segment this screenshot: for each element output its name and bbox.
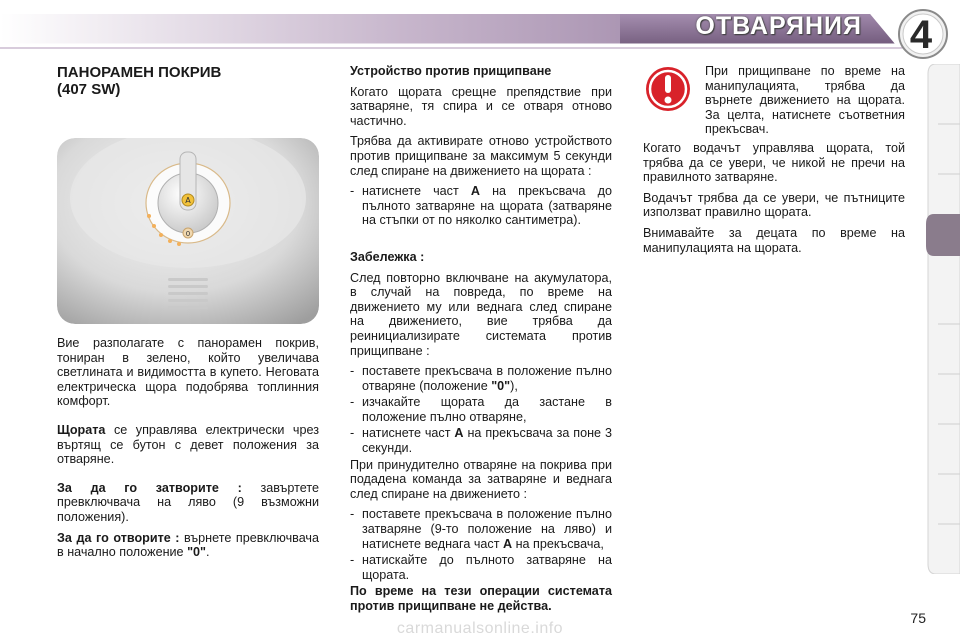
note-heading: Забележка : (350, 249, 425, 264)
blind-label: Щората (57, 422, 106, 437)
bullet-text: натискайте до пълното затваряне на щората. (362, 553, 612, 582)
bullet-text: на прекъсвача, (512, 536, 604, 551)
open-label: За да го отворите : (57, 530, 180, 545)
roof-switch-photo (57, 138, 319, 324)
bullet-text: поставете прекъсвача в положение пълно затваряне (9-то положение на ляво) и натиснете веднага част (362, 507, 612, 551)
open-zero: "0" (187, 545, 207, 560)
chapter-tabs (926, 64, 960, 574)
open-text: върнете превключвача в начално положение (57, 530, 319, 560)
forced-open-p: При принудително отваряне на покрива при подадена команда за затваряне и веднага след спиране на движението : (350, 457, 612, 501)
watermark: carmanualsonline.info (396, 620, 564, 637)
chapter-number: 4 (909, 13, 933, 57)
bullet-text: натиснете част (362, 426, 455, 441)
page-number: 75 (910, 610, 926, 626)
warning-bold-note: По време на тези операции системата против прищипване не действа. (350, 584, 612, 613)
bullet-text: изчакайте щората да застане в положение пълно отваряне, (362, 395, 612, 424)
intro-paragraph: Вие разполагате с панорамен покрив, тониран в зелено, който увеличава светлината и видимостта в купето. Неговата електрическа щора подобрява топлинния комфорт. (57, 336, 319, 409)
antipinch-p2: Трябва да активирате отново устройството против прищипване за максимум 5 секунди след спиране на движението на щората : (350, 134, 612, 178)
open-end: . (206, 545, 210, 560)
column-right (643, 64, 905, 261)
section-subtitle: (407 SW) (57, 81, 121, 98)
warning-text: При прищипване по време на манипулацията, трябва да върнете движението на щората. За целта, натиснете съответния прекъсвач. (705, 64, 905, 137)
passenger-paragraph: Водачът трябва да се увери, че пътниците използват правилно щората. (643, 190, 905, 220)
bullet-bold: "0" (491, 378, 511, 393)
list-item: - поставете прекъсвача в положение пълно затваряне (9-то положение на ляво) и натиснете веднага част A на прекъсвача, (350, 507, 612, 551)
chapter-title: ОТВАРЯНИЯ (695, 12, 862, 40)
switch-label-a: A (185, 196, 191, 205)
blind-text: се управлява електрически чрез въртящ се бутон с девет положения за отваряне. (57, 422, 319, 467)
section-title: ПАНОРАМЕН ПОКРИВ (57, 64, 222, 81)
close-label: За да го затворите : (57, 480, 242, 495)
bullet-text: натиснете част (362, 184, 471, 199)
close-text: завъртете превключвача на ляво (9 възможни положения). (57, 480, 319, 524)
list-item: - натискайте до пълното затваряне на щората. (350, 553, 612, 582)
list-item: - натиснете част A на прекъсвача за поне 3 секунди. (350, 426, 612, 456)
column-middle (350, 64, 612, 620)
bullet-text: ), (510, 378, 518, 393)
driver-paragraph: Когато водачът управлява щората, той трябва да се увери, че никой не пречи на правилното затваряне. (643, 140, 905, 185)
bullet-text: на прекъсвача за поне 3 секунди. (362, 426, 612, 456)
bullet-text: поставете прекъсвача в положение пълно отваряне (положение (362, 364, 612, 393)
list-item: - изчакайте щората да застане в положение пълно отваряне, (350, 395, 612, 424)
warning-block (643, 64, 905, 137)
bullet-bold: A (454, 426, 464, 441)
list-item: - натиснете част A на прекъсвача до пълното затваряне на щората (затваряне на стъпки от по няколко сантиметра). (350, 184, 612, 228)
children-paragraph: Внимавайте за децата по време на манипулацията на щората. (643, 225, 905, 255)
tab-strip (926, 64, 960, 574)
page-header (0, 0, 960, 62)
bullet-bold: A (502, 536, 513, 551)
list-item: - поставете прекъсвача в положение пълно отваряне (положение "0"), (350, 364, 612, 393)
antipinch-p1: Когато щората срещне препядствие при затваряне, тя спира и се отваря отново частично. (350, 84, 612, 128)
bullet-bold: A (470, 184, 480, 199)
switch-label-zero: 0 (185, 230, 191, 238)
column-left (57, 64, 319, 566)
note-p1: След повторно включване на акумулатора, в случай на повреда, по време на движението му или веднага след спиране на движението, вие трябва да реинициализирате системата против прищипване : (350, 270, 612, 358)
bullet-text: на прекъсвача до пълното затваряне на щората (затваряне на стъпки от по няколко сантиметра). (362, 184, 612, 228)
antipinch-heading: Устройство против прищипване (350, 64, 552, 78)
warning-exclamation-icon (643, 64, 693, 114)
